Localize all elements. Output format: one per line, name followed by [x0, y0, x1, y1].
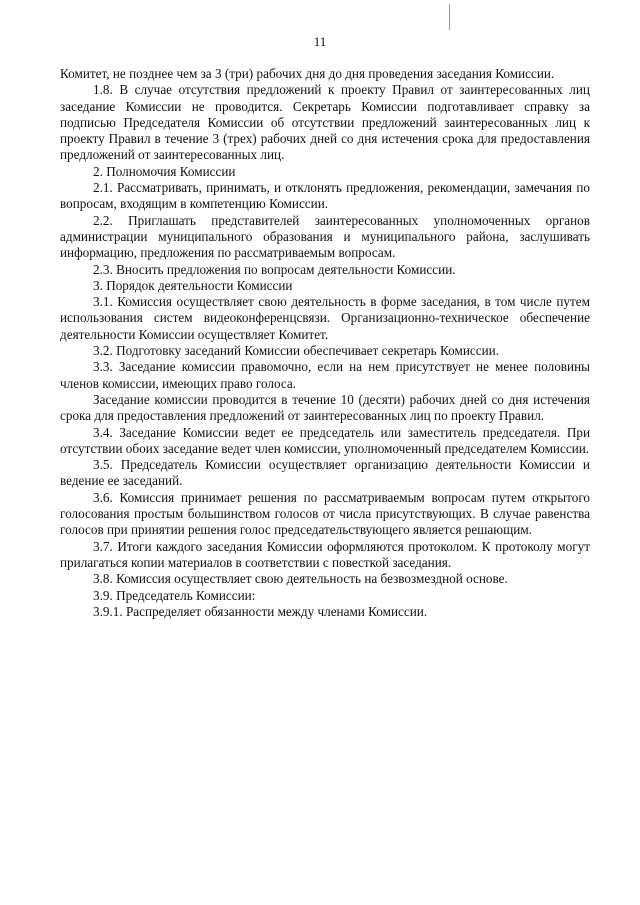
paragraph-3-3-continued: Заседание комиссии проводится в течение 10 (десяти) рабочих дней со дня истечения срока для предоставления предложений от заинтересованных лиц по проекту Правил. [60, 391, 590, 424]
paragraph-3-6: 3.6. Комиссия принимает решения по рассматриваемым вопросам путем открытого голосования простым большинством голосов от числа присутствующих. В случае равенства голосов при принятии решения голос председательствующего является решающим. [60, 489, 590, 538]
document-body [60, 66, 590, 620]
scan-edge-mark [449, 4, 450, 30]
paragraph-3-9-1: 3.9.1. Распределяет обязанности между членами Комиссии. [93, 603, 428, 619]
paragraph-3-9: 3.9. Председатель Комиссии: [93, 587, 256, 603]
paragraph-continuation: Комитет, не позднее чем за 3 (три) рабочих дня до дня проведения заседания Комиссии. [60, 66, 555, 81]
paragraph-1-8: 1.8. В случае отсутствия предложений к проекту Правил от заинтересованных лиц заседание Комиссии не проводится. Секретарь Комиссии подготавливает справку за подписью Председателя Комиссии об отсутствии предложений заинтересованных лиц к проекту Правил в течение 3 (трех) рабочих дней со дня истечения срока для предоставления предложений от заинтересованных лиц. [60, 82, 590, 163]
paragraph-2-1: 2.1. Рассматривать, принимать, и отклонять предложения, рекомендации, замечания по вопросам, входящим в компетенцию Комиссии. [60, 180, 590, 212]
paragraph-3-5: 3.5. Председатель Комиссии осуществляет организацию деятельности Комиссии и ведение ее заседаний. [60, 457, 590, 489]
paragraph-3-4: 3.4. Заседание Комиссии ведет ее председатель или заместитель председателя. При отсутствии обоих заседание ведет член комиссии, уполномоченный председателем Комиссии. [60, 424, 590, 456]
paragraph-3-1: 3.1. Комиссия осуществляет свою деятельность в форме заседания, в том числе путем использования систем видеоконференцсвязи. Организационно-техническое обеспечение деятельности Комиссии осуществляет Комитет. [60, 294, 590, 342]
paragraph-2-3: 2.3. Вносить предложения по вопросам деятельности Комиссии. [93, 261, 456, 277]
paragraph-3-7: 3.7. Итоги каждого заседания Комиссии оформляются протоколом. К протоколу могут прилагаться копии материалов в соответствии с повесткой заседания. [60, 538, 590, 570]
paragraph-2-2: 2.2. Приглашать представителей заинтересованных уполномоченных органов администрации муниципального образования и муниципального района, заслушивать информацию, предложения по рассматриваемым вопросам. [60, 212, 590, 261]
section-2-heading: 2. Полномочия Комиссии [93, 163, 236, 179]
paragraph-3-8: 3.8. Комиссия осуществляет свою деятельность на безвозмездной основе. [93, 571, 508, 587]
paragraph-3-2: 3.2. Подготовку заседаний Комиссии обеспечивает секретарь Комиссии. [93, 343, 499, 359]
section-3-heading: 3. Порядок деятельности Комиссии [93, 277, 293, 293]
paragraph-3-3: 3.3. Заседание комиссии правомочно, если на нем присутствует не менее половины членов комиссии, имеющих право голоса. [60, 359, 590, 391]
page-number: 11 [313, 34, 327, 49]
